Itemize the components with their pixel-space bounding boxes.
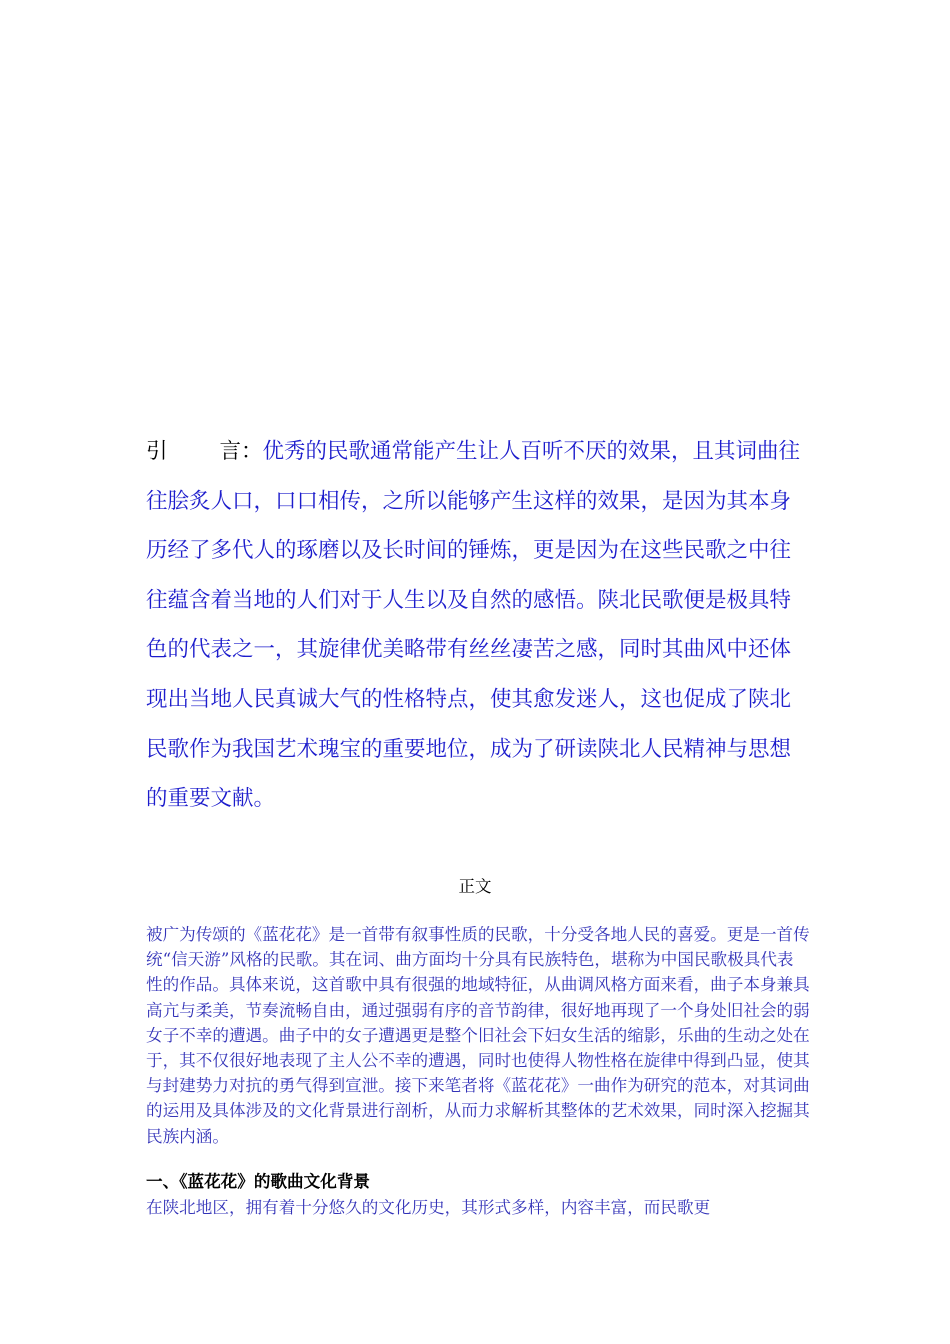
body-paragraph-2: 在陕北地区，拥有着十分悠久的文化历史，其形式多样，内容丰富，而民歌更 (146, 1198, 711, 1217)
body-paragraph-1: 被广为传颂的《蓝花花》是一首带有叙事性质的民歌，十分受各地人民的喜爱。更是一首传统“信天游”风格的民歌。其在词、曲方面均十分具有民族特色，堪称为中国民歌极具代表性的作品。具体来说，这首歌中具有很强的地域特征，从曲调风格方面来看，曲子本身兼具高亢与柔美，节奏流畅自由，通过强弱有序的音节韵律，很好地再现了一个身处旧社会的弱女子不幸的遭遇。曲子中的女子遭遇更是整个旧社会下妇女生活的缩影，乐曲的生动之处在于，其不仅很好地表现了主人公不幸的遭遇，同时也使得人物性格在旋律中得到凸显，使其与封建势力对抗的勇气得到宣泄。接下来笔者将《蓝花花》一曲作为研究的范本，对其词曲的运用及具体涉及的文化背景进行剖析，从而力求解析其整体的艺术效果，同时深入挖掘其民族内涵。 (146, 925, 810, 1146)
subheading-1: 一、《蓝花花》的歌曲文化背景 (146, 1171, 371, 1191)
intro-label-first: 引 (146, 439, 168, 464)
intro-label-second: 言： (219, 439, 263, 464)
intro-text: 优秀的民歌通常能产生让人百听不厌的效果，且其词曲往往脍炙人口，口口相传，之所以能够产生这样的效果，是因为其本身历经了多代人的琢磨以及长时间的锤炼，更是因为在这些民歌之中往往蕴含着当地的人们对于人生以及自然的感悟。陕北民歌便是极具特色的代表之一，其旋律优美略带有丝丝凄苦之感，同时其曲风中还体现出当地人民真诚大气的性格特点，使其愈发迷人，这也促成了陕北民歌作为我国艺术瑰宝的重要地位，成为了研读陕北人民精神与思想的重要文献。 (146, 439, 801, 812)
intro-paragraph (146, 427, 806, 824)
section-title: 正文 (458, 877, 492, 896)
